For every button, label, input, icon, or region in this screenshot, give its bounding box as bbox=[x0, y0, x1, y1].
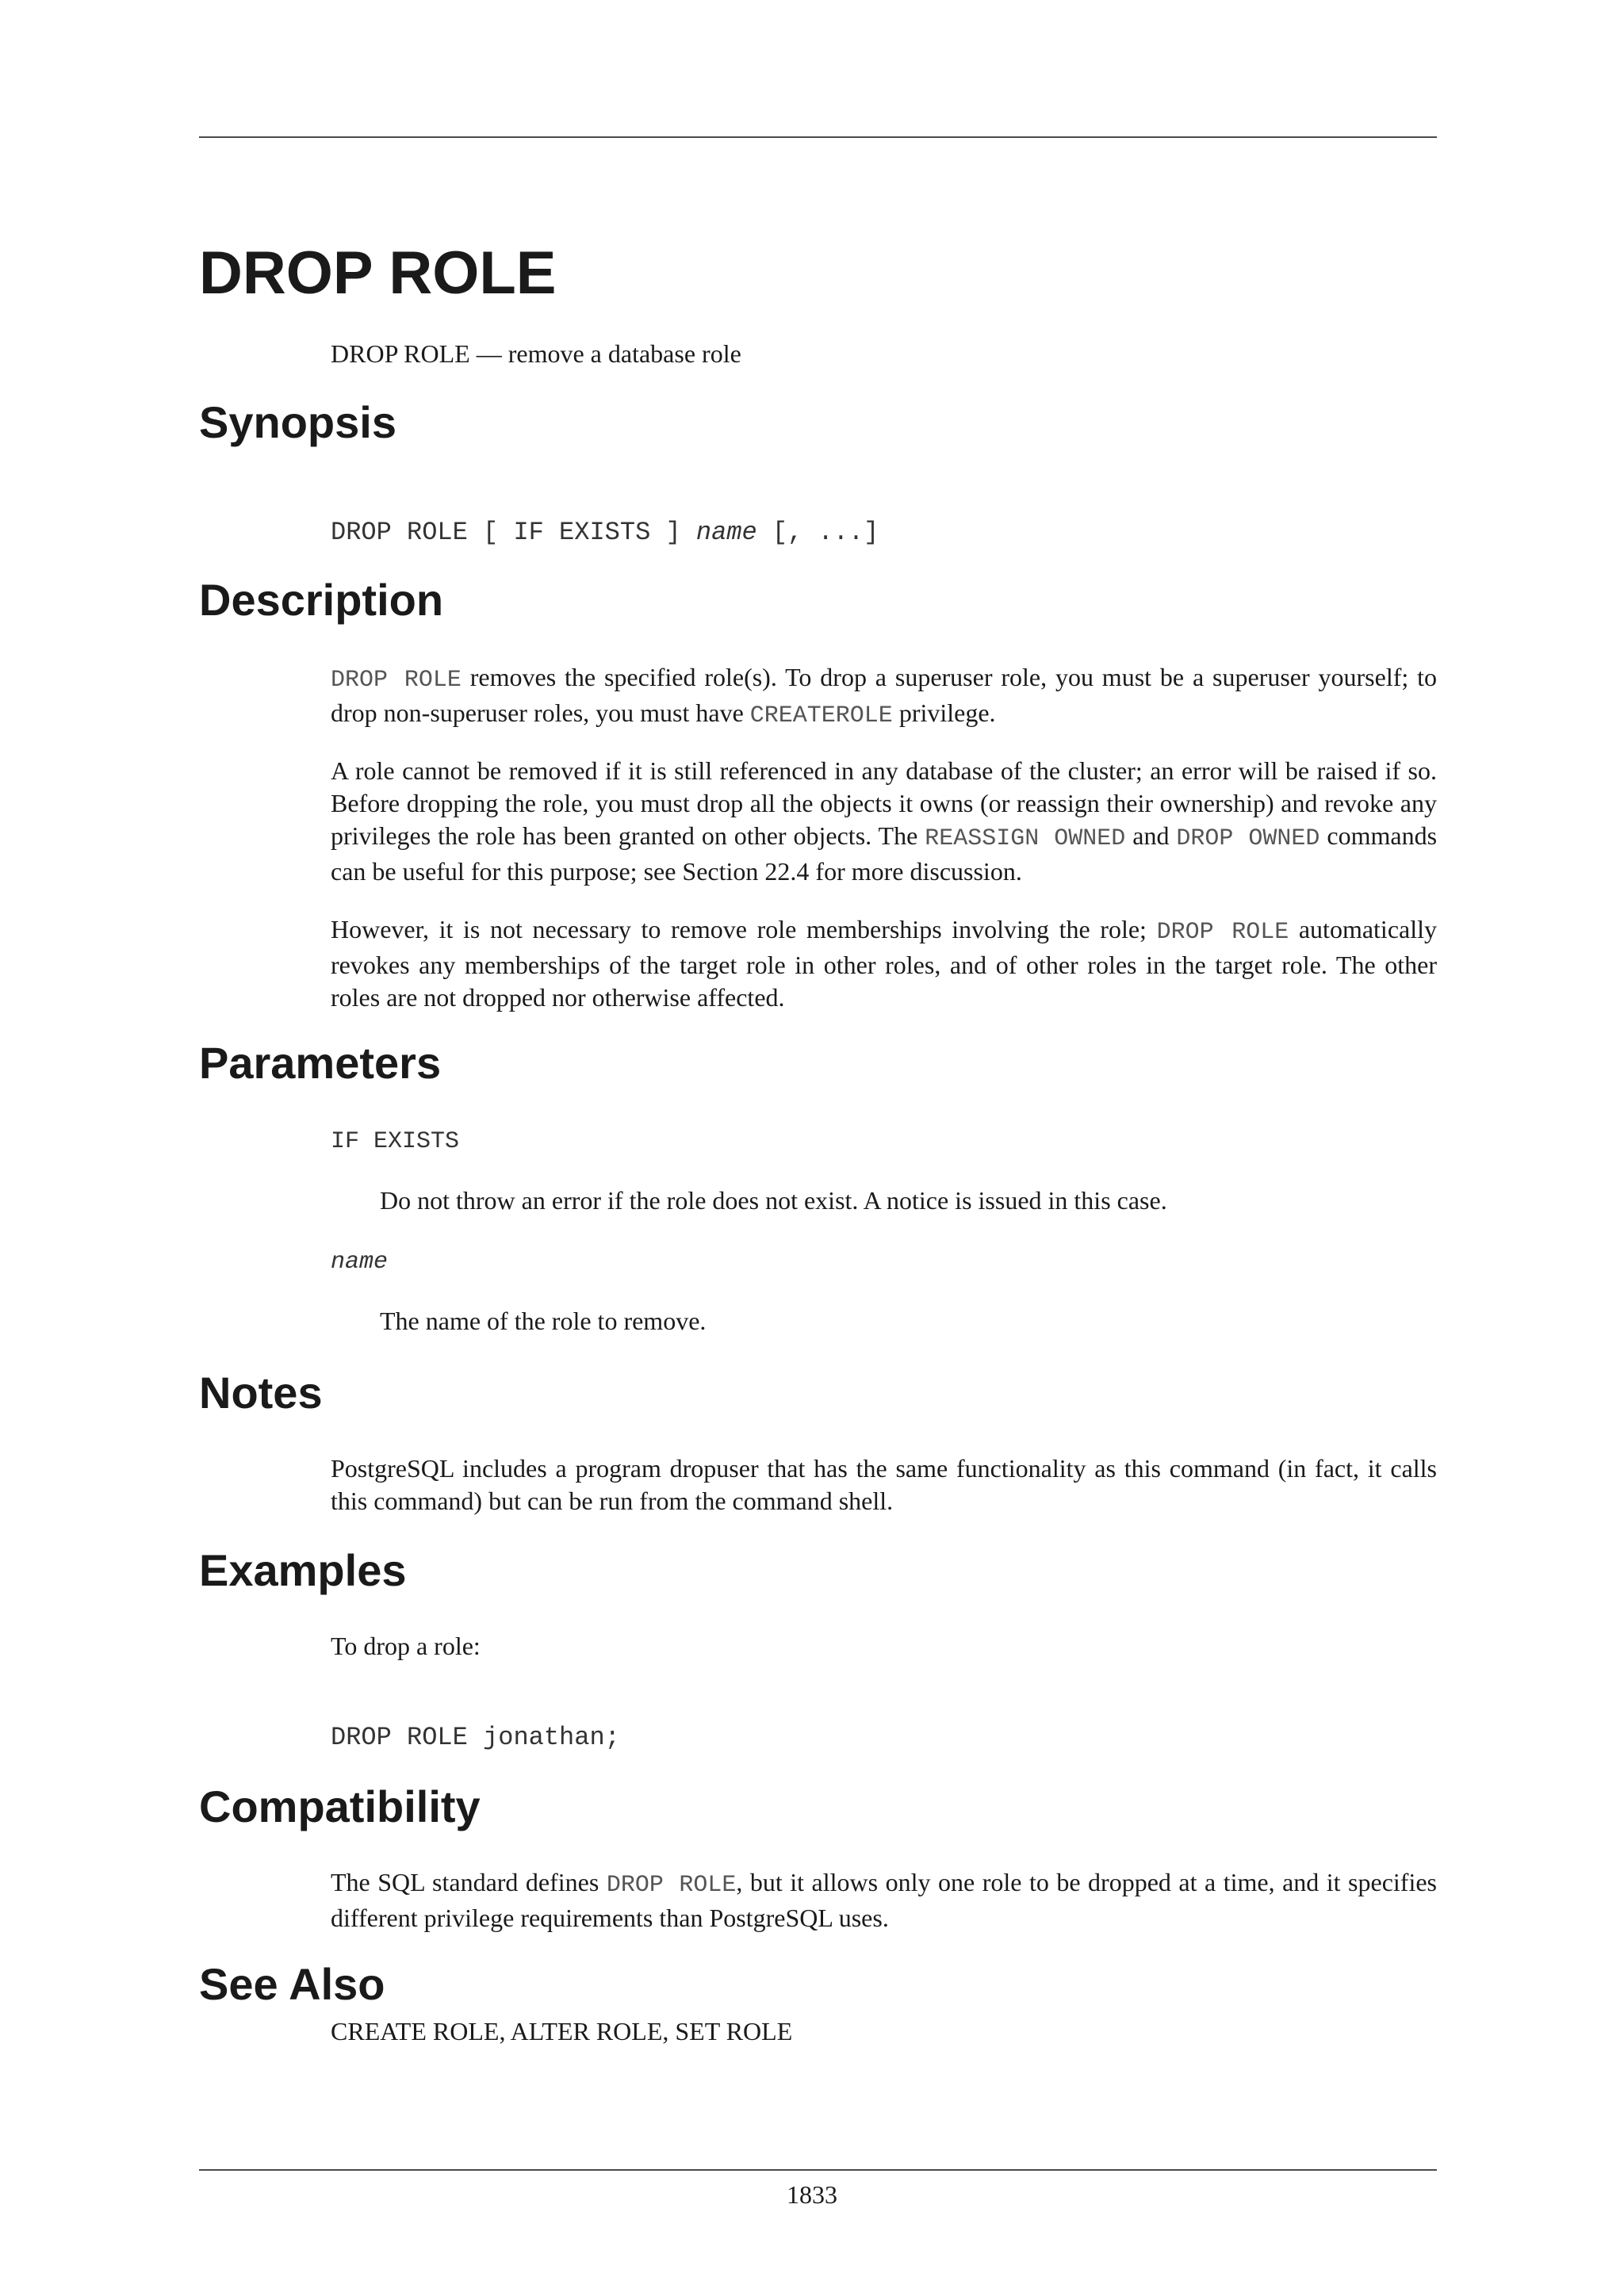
description-paragraph-1 bbox=[331, 661, 1437, 733]
synopsis-heading: Synopsis bbox=[199, 397, 396, 447]
notes-paragraph: PostgreSQL includes a program dropuser that has the same functionality as this command (in fact, it calls this command) but can be run from the command shell. bbox=[331, 1454, 1437, 1515]
text-span: , but it allows only one role to be dropped at a time, and it specifies different privilege requirements than PostgreSQL uses. bbox=[331, 1868, 1438, 1932]
text-span: and bbox=[1125, 821, 1177, 850]
description-paragraph-2 bbox=[331, 755, 1437, 888]
text-span: automatically revokes any memberships of the target role in other roles, and of other roles in the target role. The other roles are not dropped nor otherwise affected. bbox=[331, 915, 1438, 1012]
description-paragraph-3 bbox=[331, 913, 1437, 1014]
see-also-list: CREATE ROLE, ALTER ROLE, SET ROLE bbox=[331, 2017, 793, 2045]
synopsis-code bbox=[331, 517, 879, 549]
text-span: privilege. bbox=[892, 698, 996, 727]
inline-code: CREATEROLE bbox=[749, 702, 893, 729]
parameter-definition-name: The name of the role to remove. bbox=[380, 1307, 707, 1335]
inline-code: DROP OWNED bbox=[1176, 825, 1320, 852]
compatibility-paragraph bbox=[331, 1866, 1437, 1934]
text-span: The SQL standard defines bbox=[331, 1868, 607, 1896]
text-span: A role cannot be removed if it is still referenced in any database of the cluster; an error will be raised if so. Before dropping the role, you must drop all the objects it owns (or reassign their ownership) and revoke any privileges the role has been granted on other objects. The bbox=[331, 756, 1437, 850]
examples-intro: To drop a role: bbox=[331, 1632, 481, 1660]
inline-code: DROP ROLE bbox=[1156, 919, 1289, 946]
header-rule bbox=[199, 136, 1437, 138]
inline-code: REASSIGN OWNED bbox=[925, 825, 1126, 852]
description-heading: Description bbox=[199, 575, 444, 625]
examples-code: DROP ROLE jonathan; bbox=[331, 1723, 620, 1752]
inline-code: DROP ROLE bbox=[606, 1872, 737, 1899]
parameter-definition-if-exists: Do not throw an error if the role does not exist. A notice is issued in this case. bbox=[380, 1186, 1167, 1215]
compatibility-heading: Compatibility bbox=[199, 1781, 481, 1831]
see-also-heading: See Also bbox=[199, 1959, 385, 2009]
text-span: removes the specified role(s). To drop a superuser role, you must be a superuser yourself; to drop non-superuser roles, you must have bbox=[331, 663, 1438, 727]
footer-rule bbox=[199, 2169, 1437, 2171]
page-title: DROP ROLE bbox=[199, 239, 557, 307]
refpurpose: DROP ROLE — remove a database role bbox=[331, 339, 741, 368]
synopsis-code-suffix: [, ...] bbox=[756, 518, 879, 547]
page-number: 1833 bbox=[787, 2180, 837, 2209]
synopsis-code-prefix: DROP ROLE [ IF EXISTS ] bbox=[331, 518, 696, 547]
parameters-heading: Parameters bbox=[199, 1038, 442, 1088]
inline-code: DROP ROLE bbox=[331, 667, 462, 694]
text-span: commands can be useful for this purpose; see Section 22.4 for more discussion. bbox=[331, 821, 1438, 886]
parameter-term-name: name bbox=[331, 1249, 389, 1276]
parameter-term-if-exists: IF EXISTS bbox=[331, 1128, 460, 1155]
synopsis-code-param: name bbox=[695, 518, 757, 547]
text-span: However, it is not necessary to remove role memberships involving the role; bbox=[331, 915, 1157, 943]
examples-heading: Examples bbox=[199, 1545, 407, 1595]
notes-heading: Notes bbox=[199, 1368, 323, 1418]
